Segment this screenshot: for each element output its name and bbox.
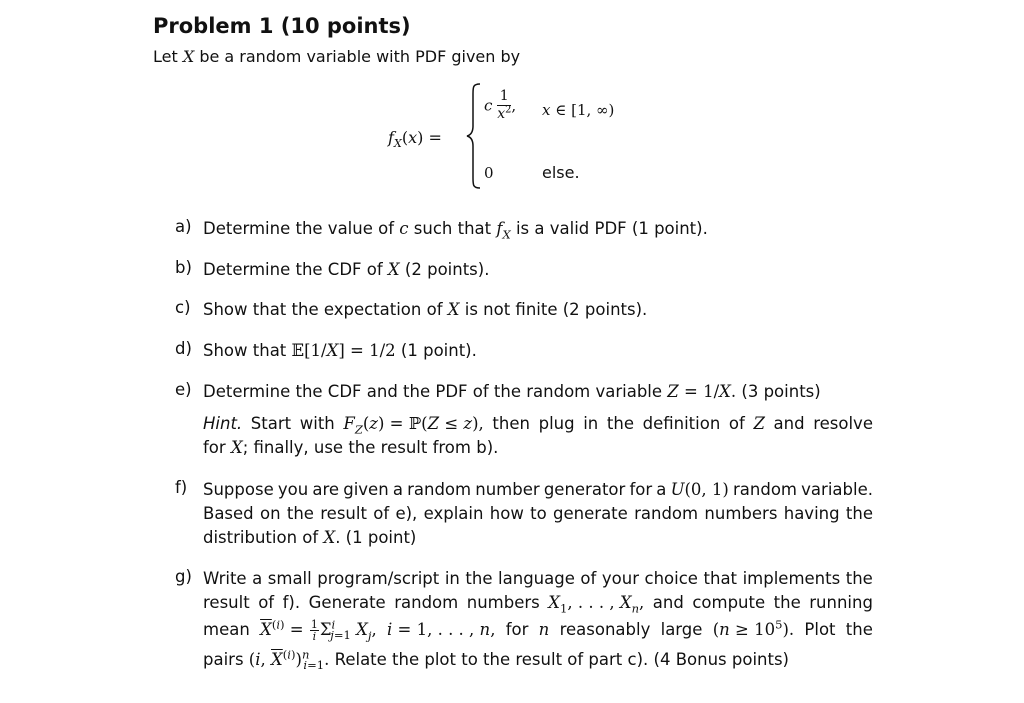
problem-title: Problem 1 (10 points) — [153, 14, 411, 38]
question-label: c) — [175, 298, 191, 317]
question-e: e) Determine the CDF and the PDF of the random variable Z = 1/X. (3 points) Hint. Start with $F_Z(z)$ = ℙ(Z ≤ z), then plug in the definition of Z and resolve for X; finally, use the result from b). — [175, 380, 873, 457]
question-label: e) — [175, 380, 192, 399]
question-f: f) Suppose you are given a random number generator for a U(0, 1) random variable. Based on the result of e), explain how to generate random numbers having the distribution of X. (1 point) — [175, 478, 873, 547]
question-label: d) — [175, 339, 192, 358]
question-label: a) — [175, 217, 192, 236]
question-d: d) Show that 𝔼[1/X] = 1/2 (1 point). — [175, 339, 477, 360]
left-brace — [466, 82, 482, 190]
question-a: a) Determine the value of c such that $f_X$ is a valid PDF (1 point). — [175, 217, 708, 242]
case2-value: 0 — [484, 164, 494, 182]
question-label: b) — [175, 258, 192, 277]
question-label: f) — [175, 478, 188, 497]
case1-expr: c $\frac{1}{x^2}$ , — [484, 88, 517, 122]
question-b: b) Determine the CDF of X (2 points). — [175, 258, 490, 279]
case1-condition: x ∈ [1, ∞) — [542, 101, 615, 119]
question-g: g) Write a small program/script in the language of your choice that implements the result of f). Generate random numbers $X_1$, . . . , $X_n$, and compute the running mean $\overline{X}^{(i)}$ = $\frac{1}{i}$ $\Sigma^i_{j=1}$ $X_j$, i = 1, . . . , n, for n reasonably large $(n \ge 10^5)$. Plot the pairs (i, $\overline{X}^{(i)})^n_{i=1}$. Relate the plot to the result of part c). (4 Bonus points) — [175, 567, 873, 673]
question-c: c) Show that the expectation of X is not finite (2 points). — [175, 298, 648, 319]
intro-text: Let X be a random variable with PDF given by — [153, 47, 521, 66]
case2-condition: else. — [542, 163, 580, 182]
pdf-lhs: $f_X(x)$ = — [388, 128, 442, 151]
hint-text: Hint. Start with $F_Z(z)$ = ℙ(Z ≤ z), then plug in the definition of Z and resolve — [203, 414, 873, 437]
question-label: g) — [175, 567, 192, 586]
